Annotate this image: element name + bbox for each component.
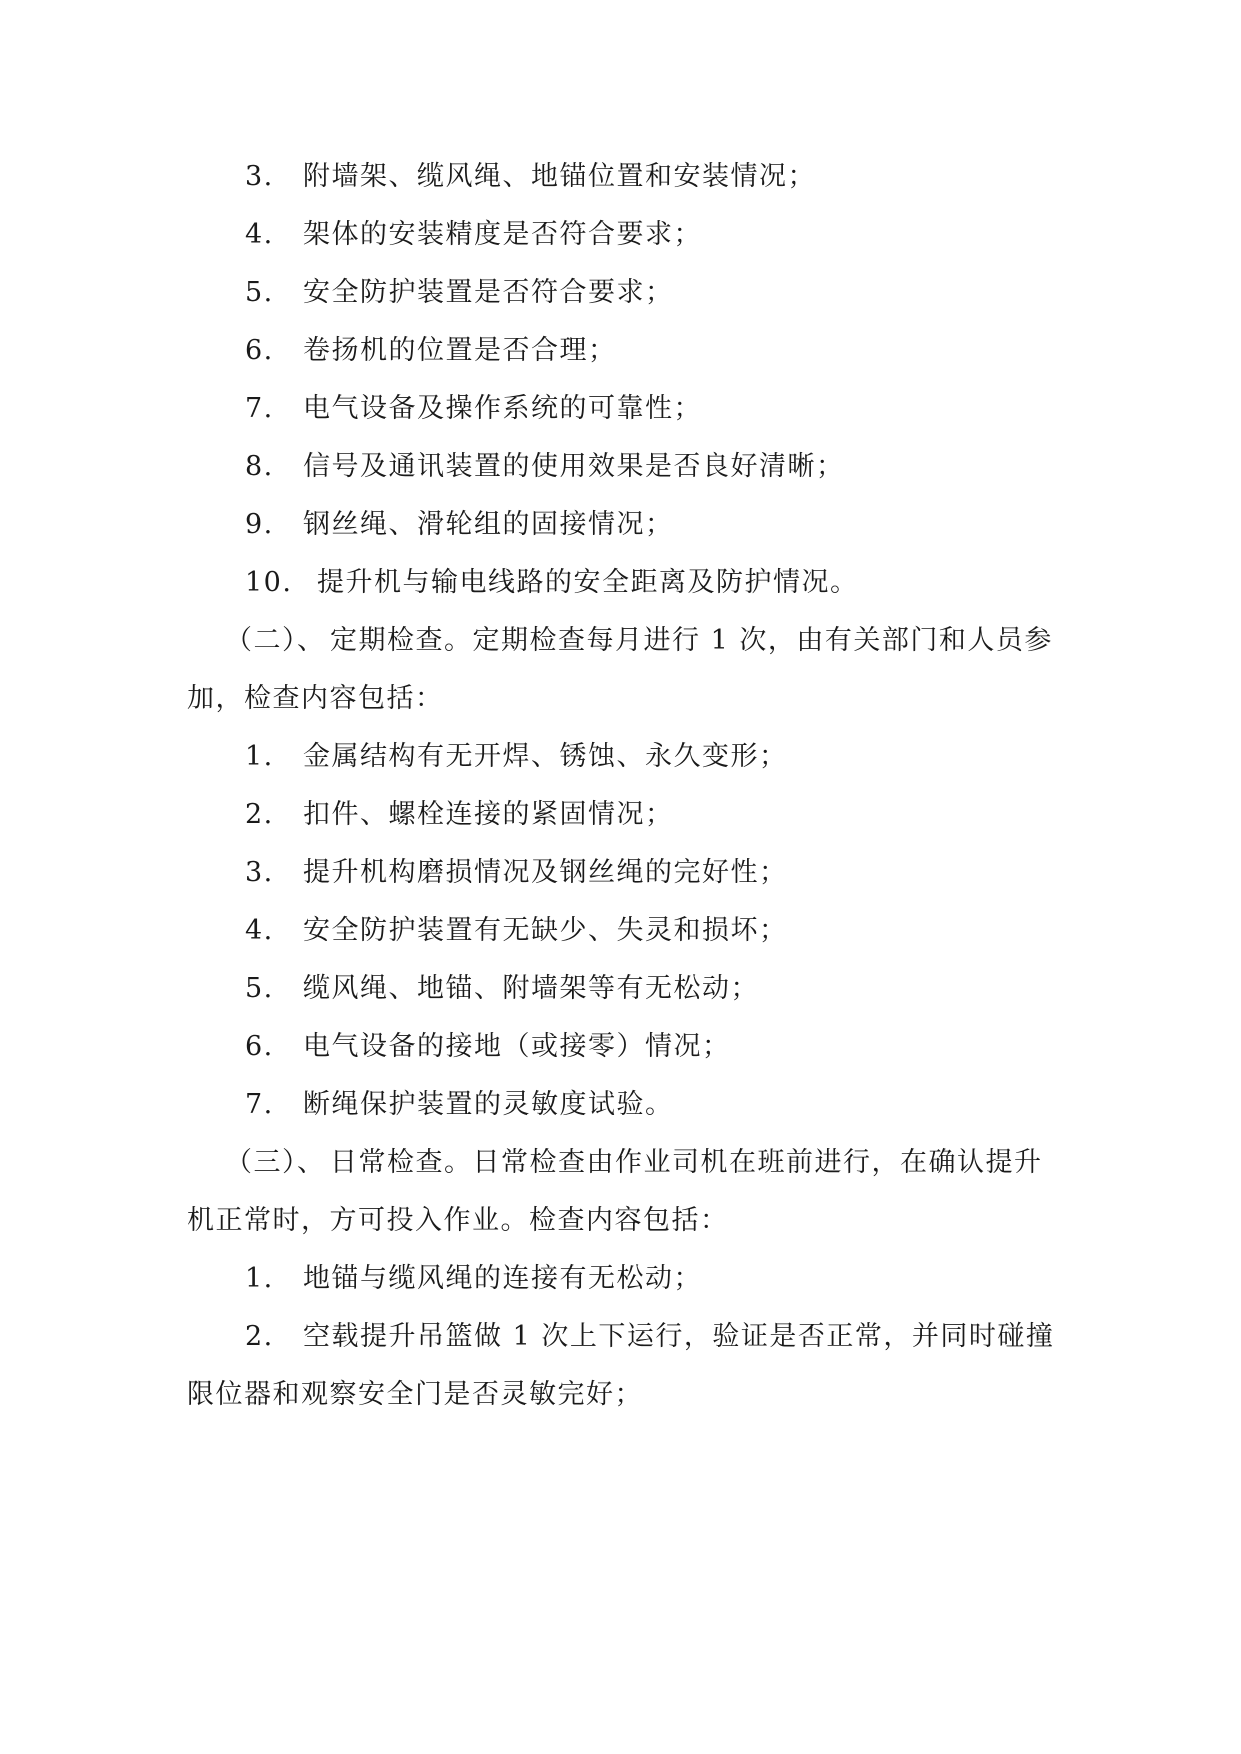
- list-item: [245, 392, 702, 426]
- item-number: 3.: [245, 857, 274, 888]
- list-item: [245, 914, 788, 948]
- list-item: [245, 508, 674, 542]
- list-item: [245, 1088, 674, 1122]
- list-item: [245, 798, 674, 832]
- item-text: 扣件、螺栓连接的紧固情况；: [303, 799, 674, 830]
- item-text: 钢丝绳、滑轮组的固接情况；: [303, 509, 674, 540]
- item-number: 6.: [245, 1031, 274, 1062]
- item-number: 5.: [245, 277, 274, 308]
- item-number: 7.: [245, 1089, 274, 1120]
- section-heading: [225, 624, 1053, 658]
- section-number: （二）、: [225, 625, 326, 656]
- list-item: [245, 334, 617, 368]
- section-text-continuation: 加，检查内容包括：: [187, 683, 444, 714]
- item-number: 2.: [245, 1321, 274, 1352]
- list-item: [245, 1320, 1054, 1354]
- item-number: 6.: [245, 335, 274, 366]
- item-text: 断绳保护装置的灵敏度试验。: [303, 1089, 674, 1120]
- item-text: 安全防护装置有无缺少、失灵和损坏；: [303, 915, 788, 946]
- section-text-continuation: 机正常时，方可投入作业。检查内容包括：: [187, 1205, 729, 1236]
- list-item: [245, 1262, 702, 1296]
- item-text: 安全防护装置是否符合要求；: [303, 277, 674, 308]
- item-number: 2.: [245, 799, 274, 830]
- item-text: 架体的安装精度是否符合要求；: [303, 219, 702, 250]
- section-text: 日常检查。日常检查由作业司机在班前进行，在确认提升: [330, 1147, 1043, 1178]
- list-item: [245, 276, 674, 310]
- item-number: 10.: [245, 567, 293, 598]
- section-heading: [225, 1146, 1043, 1180]
- item-text: 提升机与输电线路的安全距离及防护情况。: [317, 567, 859, 598]
- item-text: 附墙架、缆风绳、地锚位置和安装情况；: [303, 161, 816, 192]
- item-number: 4.: [245, 219, 274, 250]
- list-item: [245, 740, 788, 774]
- list-item: [245, 856, 788, 890]
- list-item: [245, 566, 859, 600]
- item-number: 1.: [245, 741, 274, 772]
- item-number: 5.: [245, 973, 274, 1004]
- section-number: （三）、: [225, 1147, 326, 1178]
- item-text: 提升机构磨损情况及钢丝绳的完好性；: [303, 857, 788, 888]
- item-number: 1.: [245, 1263, 274, 1294]
- item-number: 8.: [245, 451, 274, 482]
- list-item: [245, 160, 816, 194]
- item-number: 7.: [245, 393, 274, 424]
- item-text: 电气设备及操作系统的可靠性；: [303, 393, 702, 424]
- item-number: 3.: [245, 161, 274, 192]
- list-item: [245, 218, 702, 252]
- item-text: 空载提升吊篮做 1 次上下运行，验证是否正常，并同时碰撞: [303, 1321, 1055, 1352]
- item-text: 缆风绳、地锚、附墙架等有无松动；: [303, 973, 759, 1004]
- list-item: [245, 1030, 731, 1064]
- item-text: 金属结构有无开焊、锈蚀、永久变形；: [303, 741, 788, 772]
- item-text: 地锚与缆风绳的连接有无松动；: [303, 1263, 702, 1294]
- item-number: 4.: [245, 915, 274, 946]
- item-text-continuation: 限位器和观察安全门是否灵敏完好；: [187, 1379, 643, 1410]
- section-text: 定期检查。定期检查每月进行 1 次，由有关部门和人员参: [330, 625, 1053, 656]
- item-text: 信号及通讯装置的使用效果是否良好清晰；: [303, 451, 845, 482]
- item-number: 9.: [245, 509, 274, 540]
- list-item: [245, 450, 845, 484]
- item-text: 电气设备的接地（或接零）情况；: [303, 1031, 731, 1062]
- list-item: [245, 972, 759, 1006]
- item-text: 卷扬机的位置是否合理；: [303, 335, 617, 366]
